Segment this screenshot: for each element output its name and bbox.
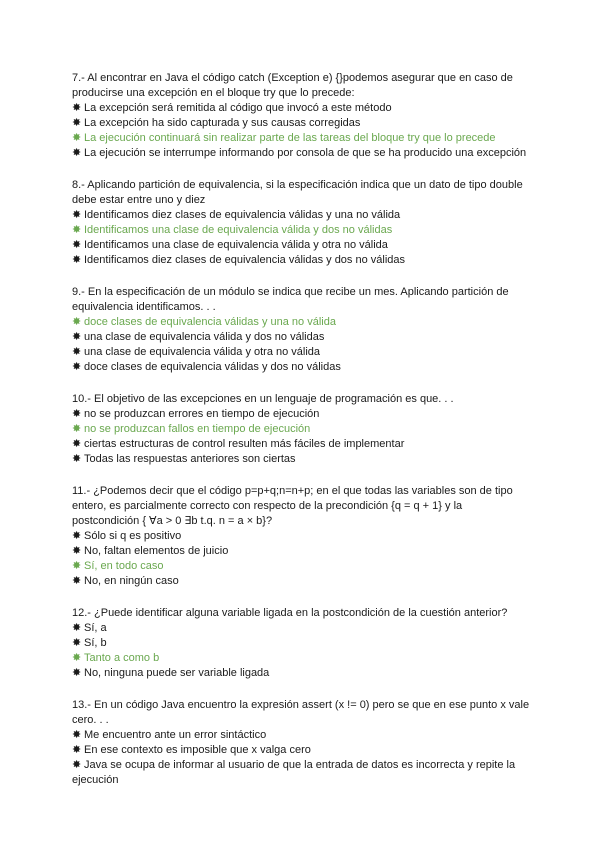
bullet-icon: ✸ [72, 316, 82, 328]
question-9 [72, 285, 532, 375]
bullet-icon: ✸ [72, 729, 82, 741]
bullet-icon: ✸ [72, 224, 82, 236]
bullet-icon: ✸ [72, 239, 82, 251]
bullet-icon: ✸ [72, 575, 82, 587]
answer-option [72, 238, 532, 253]
answer-option [72, 452, 532, 467]
question-stem: 13.- En un código Java encuentro la expresión assert (x != 0) pero se que en ese punto x vale cero. . . [72, 699, 530, 726]
answer-option [72, 758, 532, 788]
bullet-icon: ✸ [72, 132, 82, 144]
answer-option [72, 208, 532, 223]
bullet-icon: ✸ [72, 408, 82, 420]
question-12 [72, 606, 532, 681]
answer-option [72, 544, 532, 559]
question-11 [72, 484, 532, 589]
bullet-icon: ✸ [72, 622, 82, 634]
answer-text: Java se ocupa de informar al usuario de que la entrada de datos es incorrecta y repite la ejecución [72, 759, 516, 786]
question-7 [72, 71, 532, 161]
answer-option [72, 253, 532, 268]
answer-option [72, 437, 532, 452]
answer-text: No, en ningún caso [84, 575, 179, 587]
answer-text: Tanto a como b [84, 652, 160, 664]
bullet-icon: ✸ [72, 560, 82, 572]
answer-text: Me encuentro ante un error sintáctico [84, 729, 267, 741]
answer-text: Sólo si q es positivo [84, 530, 182, 542]
answer-option [72, 574, 532, 589]
answer-option [72, 116, 532, 131]
question-stem: 9.- En la especificación de un módulo se indica que recibe un mes. Aplicando partición de equivalencia identificamos. . . [72, 286, 509, 313]
question-13 [72, 698, 532, 788]
answer-text: doce clases de equivalencia válidas y dos no válidas [84, 361, 341, 373]
bullet-icon: ✸ [72, 652, 82, 664]
answer-text: una clase de equivalencia válida y otra no válida [84, 346, 321, 358]
answer-text: Identificamos diez clases de equivalencia válidas y una no válida [84, 209, 401, 221]
answer-option-correct [72, 559, 532, 574]
answer-option [72, 636, 532, 651]
answer-option-correct [72, 422, 532, 437]
answer-option [72, 728, 532, 743]
question-stem: 12.- ¿Puede identificar alguna variable ligada en la postcondición de la cuestión anterior? [72, 607, 508, 619]
answer-text: una clase de equivalencia válida y dos no válidas [84, 331, 325, 343]
bullet-icon: ✸ [72, 667, 82, 679]
bullet-icon: ✸ [72, 759, 82, 771]
bullet-icon: ✸ [72, 117, 82, 129]
question-stem: 7.- Al encontrar en Java el código catch (Exception e) {}podemos asegurar que en caso de producirse una excepción en el bloque try que lo precede: [72, 72, 513, 99]
answer-text: La ejecución continuará sin realizar parte de las tareas del bloque try que lo precede [84, 132, 496, 144]
answer-option [72, 743, 532, 758]
bullet-icon: ✸ [72, 346, 82, 358]
answer-text: Todas las respuestas anteriores son ciertas [84, 453, 296, 465]
bullet-icon: ✸ [72, 331, 82, 343]
bullet-icon: ✸ [72, 637, 82, 649]
answer-text: ciertas estructuras de control resulten más fáciles de implementar [84, 438, 405, 450]
answer-text: Identificamos una clase de equivalencia válida y otra no válida [84, 239, 388, 251]
answer-option [72, 330, 532, 345]
answer-text: no se produzcan errores en tiempo de ejecución [84, 408, 320, 420]
answer-text: La excepción ha sido capturada y sus causas corregidas [84, 117, 361, 129]
answer-option [72, 360, 532, 375]
answer-text: Identificamos diez clases de equivalencia válidas y dos no válidas [84, 254, 406, 266]
bullet-icon: ✸ [72, 361, 82, 373]
answer-option-correct [72, 131, 532, 146]
bullet-icon: ✸ [72, 545, 82, 557]
answer-text: Sí, b [84, 637, 107, 649]
question-stem: 8.- Aplicando partición de equivalencia, si la especificación indica que un dato de tipo double debe estar entre uno y diez [72, 179, 523, 206]
bullet-icon: ✸ [72, 254, 82, 266]
answer-option-correct [72, 315, 532, 330]
question-8 [72, 178, 532, 268]
bullet-icon: ✸ [72, 438, 82, 450]
bullet-icon: ✸ [72, 102, 82, 114]
question-10 [72, 392, 532, 467]
answer-text: La ejecución se interrumpe informando por consola de que se ha producido una excepción [84, 147, 527, 159]
answer-option [72, 407, 532, 422]
document-page [72, 71, 532, 805]
answer-text: No, ninguna puede ser variable ligada [84, 667, 270, 679]
answer-text: doce clases de equivalencia válidas y una no válida [84, 316, 336, 328]
answer-text: No, faltan elementos de juicio [84, 545, 229, 557]
answer-text: La excepción será remitida al código que invocó a este método [84, 102, 392, 114]
answer-option [72, 621, 532, 636]
answer-text: En ese contexto es imposible que x valga cero [84, 744, 311, 756]
bullet-icon: ✸ [72, 453, 82, 465]
answer-option [72, 666, 532, 681]
bullet-icon: ✸ [72, 530, 82, 542]
bullet-icon: ✸ [72, 147, 82, 159]
answer-text: Sí, a [84, 622, 107, 634]
bullet-icon: ✸ [72, 744, 82, 756]
answer-option-correct [72, 651, 532, 666]
answer-option [72, 345, 532, 360]
bullet-icon: ✸ [72, 423, 82, 435]
answer-text: no se produzcan fallos en tiempo de ejecución [84, 423, 311, 435]
bullet-icon: ✸ [72, 209, 82, 221]
answer-option [72, 101, 532, 116]
answer-option [72, 146, 532, 161]
answer-text: Identificamos una clase de equivalencia válida y dos no válidas [84, 224, 393, 236]
question-stem: 11.- ¿Podemos decir que el código p=p+q;n=n+p; en el que todas las variables son de tipo entero, es parcialmente correcto con respecto de la precondición {q = q + 1} y la postcondición { ∀a > 0 ∃b t.q. n = a × b}? [72, 485, 513, 527]
answer-option-correct [72, 223, 532, 238]
answer-option [72, 529, 532, 544]
question-stem: 10.- El objetivo de las excepciones en un lenguaje de programación es que. . . [72, 393, 454, 405]
answer-text: Sí, en todo caso [84, 560, 164, 572]
